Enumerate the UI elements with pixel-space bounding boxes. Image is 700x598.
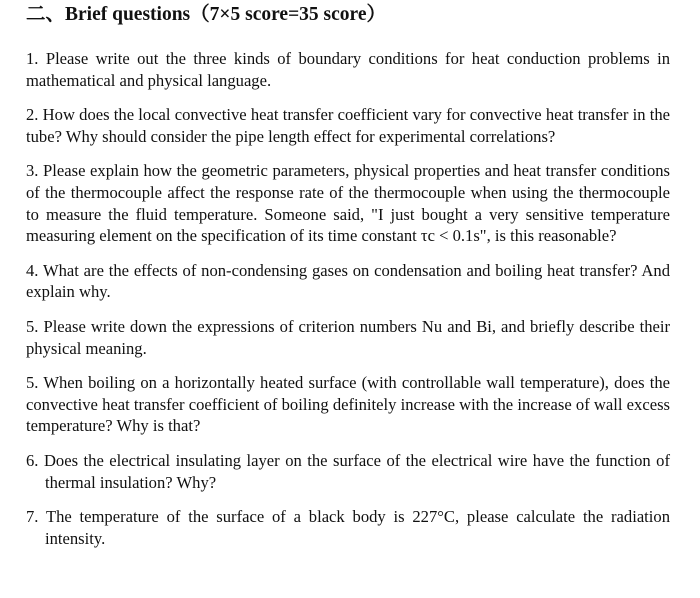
question-7: 7. The temperature of the surface of a black body is 227°C, please calculate the radiation intensity. xyxy=(26,507,670,548)
question-5b: 5. When boiling on a horizontally heated surface (with controllable wall temperature), does the convective heat transfer coefficient of boiling definitely increase with the increase of wall excess temperature? Why is that? xyxy=(26,373,670,436)
question-5a: 5. Please write down the expressions of criterion numbers Nu and Bi, and briefly describe their physical meaning. xyxy=(26,316,670,358)
question-6: 6. Does the electrical insulating layer on the surface of the electrical wire have the function of thermal insulation? Why? xyxy=(26,450,670,492)
question-1: 1. Please write out the three kinds of boundary conditions for heat conduction problems in mathematical and physical language. xyxy=(26,49,670,90)
section-title: 二、Brief questions（7×5 score=35 score） xyxy=(26,4,387,25)
question-3: 3. Please explain how the geometric parameters, physical properties and heat transfer conditions of the thermocouple affect the response rate of the thermocouple when using the thermocouple to measure the fluid temperature. Someone said, "I just bought a very sensitive temperature measuring element on the specification of its time constant τc < 0.1s", is this reasonable? xyxy=(26,161,670,246)
question-4: 4. What are the effects of non-condensing gases on condensation and boiling heat transfer? And explain why. xyxy=(26,260,670,302)
question-2: 2. How does the local convective heat transfer coefficient vary for convective heat transfer in the tube? Why should consider the pipe length effect for experimental correlations? xyxy=(26,105,670,146)
